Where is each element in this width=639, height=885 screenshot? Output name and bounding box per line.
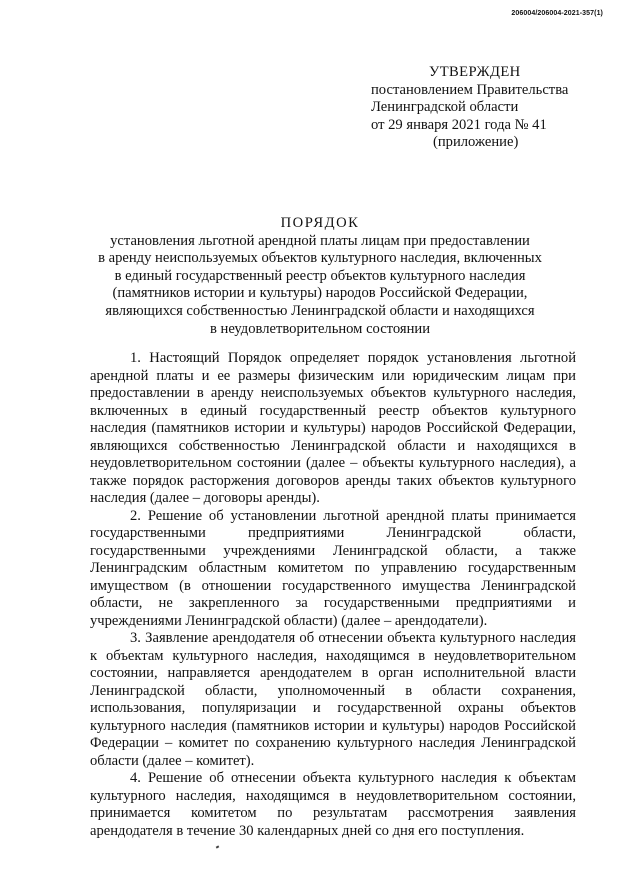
approval-note: (приложение): [433, 134, 519, 150]
title-line-6: в неудовлетворительном состоянии: [209, 320, 431, 337]
title-line-1: установления льготной арендной платы лицам при предоставлении: [110, 232, 530, 249]
paragraph-1: 1. Настоящий Порядок определяет порядок установления льготной арендной платы и ее размеры физическим или юридическим лицам при предоставлении в аренду неиспользуемых объектов культурного наследия, включенных в единый государственный реестр объектов культурного наследия (памятников истории и культуры) народов Российской Федерации, являющихся собственностью Ленинградской области и находящихся в неудовлетворительном состоянии (далее – объекты культурного наследия), а также порядок расторжения договоров аренды таких объектов культурного наследия (далее – договоры аренды).: [90, 350, 576, 506]
document-title-block: [60, 215, 580, 338]
document-heading: ПОРЯДОК: [280, 215, 360, 231]
paragraph-2: 2. Решение об установлении льготной арендной платы принимается государственными предприятиями Ленинградской области, государственными учреждениями Ленинградской области, а также Ленинградским областным комитетом по управлению государственным имуществом (в отношении государственного имущества Ленинградской области, не закрепленного за государственными предприятиями и учреждениями Ленинградской области) (далее – арендодатели).: [90, 507, 576, 629]
approval-block: [371, 64, 621, 152]
approval-line-3: от 29 января 2021 года № 41: [371, 116, 547, 133]
title-line-3: в единый государственный реестр объектов культурного наследия: [114, 267, 526, 284]
paragraph-4: 4. Решение об отнесении объекта культурного наследия к объектам культурного наследия, находящимся в неудовлетворительном состоянии, принимается комитетом по результатам рассмотрения заявления арендодателя в течение 30 календарных дней со дня его поступления.: [90, 770, 576, 839]
approval-title: УТВЕРЖДЕН: [429, 64, 521, 80]
document-code: 206004/206004-2021-357(1): [511, 10, 603, 17]
scan-speck: [216, 845, 220, 848]
approval-line-1: постановлением Правительства: [371, 81, 569, 98]
document-body: [90, 350, 576, 840]
title-line-5: являющихся собственностью Ленинградской области и находящихся: [105, 302, 535, 319]
paragraph-3: 3. Заявление арендодателя об отнесении объекта культурного наследия к объектам культурного наследия, находящимся в неудовлетворительном состоянии, направляется арендодателем в орган исполнительной власти Ленинградской области, уполномоченный в области сохранения, использования, популяризации и государственной охраны объектов культурного наследия (памятников истории и культуры) народов Российской Федерации – комитет по сохранению культурного наследия Ленинградской области (далее – комитет).: [90, 630, 576, 769]
approval-line-2: Ленинградской области: [371, 99, 519, 115]
title-line-2: в аренду неиспользуемых объектов культурного наследия, включенных: [98, 250, 542, 267]
title-line-4: (памятников истории и культуры) народов Российской Федерации,: [112, 285, 528, 302]
